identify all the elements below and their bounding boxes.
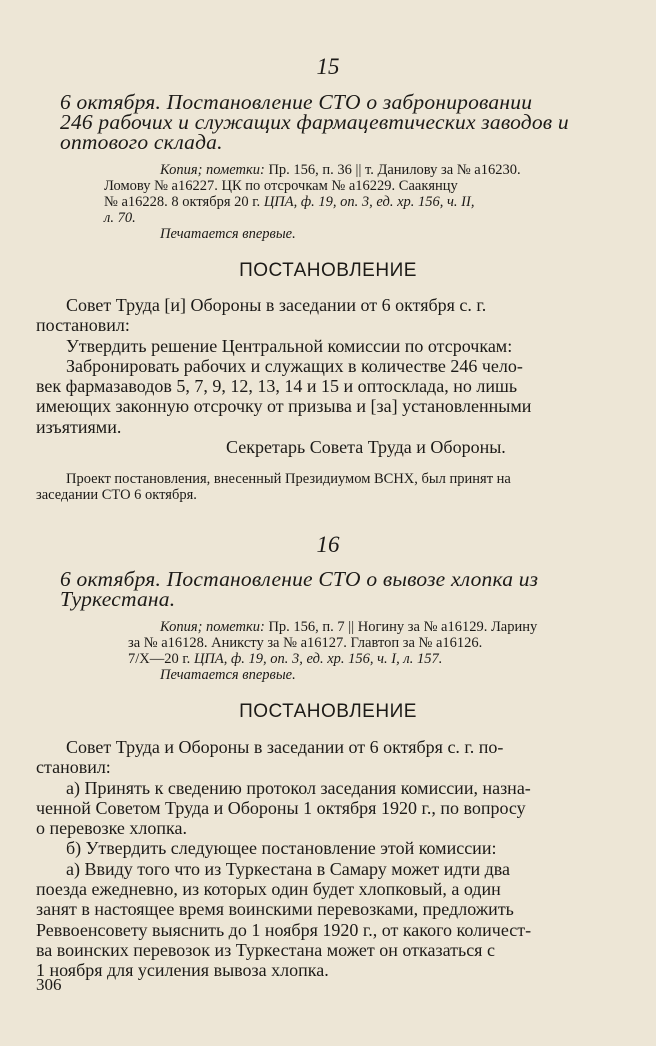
publication-note: Печатается впервые. bbox=[160, 226, 296, 242]
source-text: 7/X—20 г. bbox=[128, 651, 194, 667]
body-line: Совет Труда [и] Обороны в заседании от 6 октября с. г. bbox=[66, 295, 487, 315]
section-heading: ПОСТАНОВЛЕНИЕ bbox=[239, 260, 417, 281]
source-note bbox=[104, 162, 521, 242]
body-line: Реввоенсовету выяснить до 1 ноября 1920 г., от какого количест- bbox=[36, 919, 532, 940]
body-line: поезда ежедневно, из которых один будет хлопковый, а один bbox=[36, 879, 501, 900]
note-line: Проект постановления, внесенный Президиумом ВСНХ, был принят на bbox=[66, 471, 511, 487]
title-line: оптового склада. bbox=[60, 130, 223, 154]
body-line: а) Принять к сведению протокол заседания комиссии, назна- bbox=[66, 777, 531, 798]
archive-reference: ЦПА, ф. 19, оп. 3, ед. хр. 156, ч. II, bbox=[263, 194, 475, 210]
title-line: 6 октября. Постановление СТО о вывозе хлопка из bbox=[60, 567, 539, 591]
body-line: изъятиями. bbox=[36, 416, 122, 437]
title-line: Туркестана. bbox=[60, 587, 176, 611]
body-line: Забронировать рабочих и служащих в количестве 246 чело- bbox=[66, 355, 523, 376]
body-line: век фармазаводов 5, 7, 9, 12, 13, 14 и 15 и оптосклада, но лишь bbox=[36, 376, 518, 397]
document-body bbox=[36, 737, 616, 981]
body-line: а) Ввиду того что из Туркестана в Самару может идти два bbox=[66, 858, 510, 879]
archive-reference: л. 70. bbox=[104, 210, 136, 226]
document-body bbox=[36, 295, 616, 437]
body-line: 1 ноября для усиления вывоза хлопка. bbox=[36, 960, 329, 981]
body-line: постановил: bbox=[36, 315, 130, 336]
title-line: 6 октября. Постановление СТО о забронировании bbox=[60, 90, 533, 114]
body-line: Утвердить решение Центральной комиссии по отсрочкам: bbox=[66, 335, 513, 356]
title-line: 246 рабочих и служащих фармацевтических заводов и bbox=[60, 110, 569, 134]
source-text: за № а16128. Аниксту за № а16127. Главтоп за № а16126. bbox=[128, 635, 483, 651]
publication-note: Печатается впервые. bbox=[160, 667, 296, 683]
document-number: 15 bbox=[316, 54, 340, 79]
body-line: б) Утвердить следующее постановление этой комиссии: bbox=[66, 838, 497, 859]
body-line: ва воинских перевозок из Туркестана может он отказаться с bbox=[36, 939, 495, 960]
body-line: становил: bbox=[36, 757, 111, 778]
archive-reference: ЦПА, ф. 19, оп. 3, ед. хр. 156, ч. I, л. 157. bbox=[193, 651, 443, 667]
page-number: 306 bbox=[36, 975, 62, 994]
source-text: № а16228. 8 октября 20 г. bbox=[104, 194, 264, 210]
source-text: Ломову № а16227. ЦК по отсрочкам № а16229. Саакянцу bbox=[104, 178, 458, 194]
section-heading: ПОСТАНОВЛЕНИЕ bbox=[239, 701, 417, 722]
source-text: Пр. 156, п. 7 || Ногину за № а16129. Ларину bbox=[264, 619, 538, 635]
source-label: Копия; пометки: bbox=[160, 162, 265, 178]
body-line: ченной Советом Труда и Обороны 1 октября 1920 г., по вопросу bbox=[36, 797, 526, 818]
document-number: 16 bbox=[316, 532, 340, 557]
document-title bbox=[60, 92, 616, 152]
note-line: заседании СТО 6 октября. bbox=[36, 487, 197, 503]
source-note bbox=[104, 619, 537, 683]
source-text: Пр. 156, п. 36 || т. Данилову за № а16230. bbox=[264, 162, 521, 178]
body-line: имеющих законную отсрочку от призыва и [за] установленными bbox=[36, 396, 532, 417]
body-line: занят в настоящее время воинскими перевозками, предложить bbox=[36, 899, 514, 920]
signature: Секретарь Совета Труда и Обороны. bbox=[226, 437, 506, 457]
source-label: Копия; пометки: bbox=[160, 619, 265, 635]
body-line: Совет Труда и Обороны в заседании от 6 октября с. г. по- bbox=[66, 737, 504, 757]
editorial-note bbox=[36, 471, 511, 503]
body-line: о перевозке хлопка. bbox=[36, 818, 187, 839]
document-title bbox=[60, 569, 616, 609]
